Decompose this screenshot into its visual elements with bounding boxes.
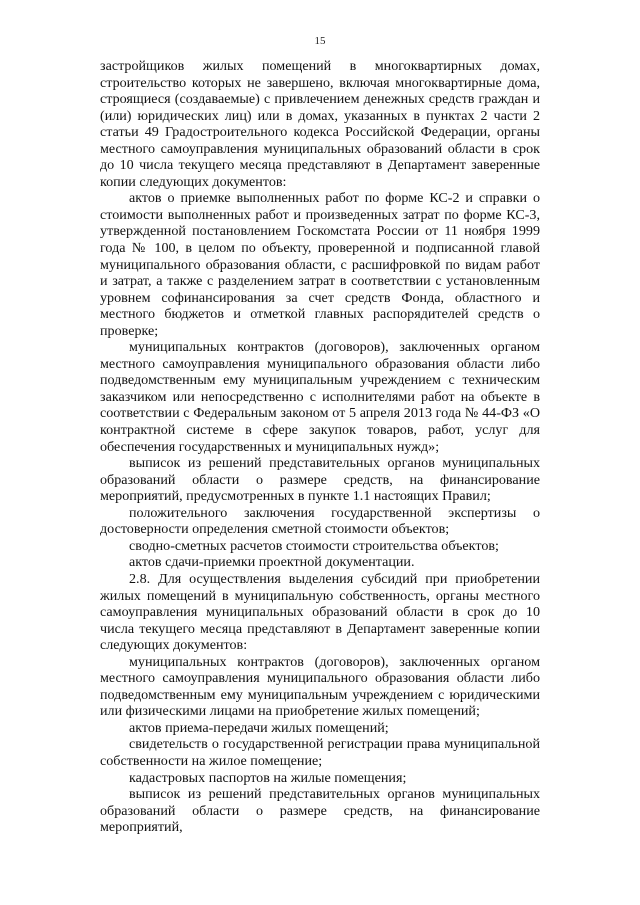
paragraph-estimate-calculations: сводно-сметных расчетов стоимости строительства объектов; bbox=[129, 537, 499, 554]
paragraph-continuation: застройщиков жилых помещений в многоквартирных домах, строительство которых не завершено, включая многоквартирные дома, строящиеся (создаваемые) с привлечением денежных средств граждан и (или) юридических лиц) или в домах, указанных в пунктах 2 части 2 статьи 49 Градостроительного кодекса Российской Федерации, органы местного самоуправления муниципальных образований области в срок до 10 числа текущего месяца представляют в Департамент заверенные копии следующих документов: bbox=[100, 58, 540, 190]
paragraph-municipal-contracts: муниципальных контрактов (договоров), заключенных органом местного самоуправления муниципального образования области либо подведомственным ему муниципальным учреждением с техническим заказчиком или непосредственно с исполнителями работ на объекте в соответствии с Федеральным законом от 5 апреля 2013 года № 44-ФЗ «О контрактной системе в сфере закупок товаров, работ, услуг для обеспечения государственных и муниципальных нужд»; bbox=[100, 339, 540, 455]
paragraph-expertise-conclusion: положительного заключения государственной экспертизы о достоверности определения сметной стоимости объектов; bbox=[100, 504, 540, 538]
paragraph-decision-extracts-2: выписок из решений представительных органов муниципальных образований области о размере средств, на финансирование мероприятий, bbox=[100, 786, 540, 836]
paragraph-purchase-contracts: муниципальных контрактов (договоров), заключенных органом местного самоуправления муниципального образования области либо подведомственным ему муниципальным учреждением с юридическими или физическими лицами на приобретение жилых помещений; bbox=[100, 653, 540, 720]
paragraph-transfer-acts: актов приема-передачи жилых помещений; bbox=[129, 719, 389, 736]
page-number: 15 bbox=[314, 35, 326, 47]
paragraph-ks-acts: актов о приемке выполненных работ по форме КС-2 и справки о стоимости выполненных работ и произведенных затрат по форме КС-3, утвержденной постановлением Госкомстата России от 11 ноября 1999 года № 100, в целом по объекту, проверенной и подписанной главой муниципального образования области, с расшифровкой по видам работ и затрат, а также с разделением затрат в соответствии с установленным уровнем софинансирования за счет средств Фонда, областного и местного бюджетов и отметкой главных распорядителей средств о проверке; bbox=[100, 190, 540, 339]
paragraph-registration-certificates: свидетельств о государственной регистрации права муниципальной собственности на жилое помещение; bbox=[100, 736, 540, 769]
paragraph-decision-extracts: выписок из решений представительных органов муниципальных образований области о размере средств, на финансирование мероприятий, предусмотренных в пункте 1.1 настоящих Правил; bbox=[100, 455, 540, 505]
paragraph-cadastral-passports: кадастровых паспортов на жилые помещения; bbox=[129, 769, 407, 786]
document-body bbox=[100, 58, 540, 836]
paragraph-section-2-8: 2.8. Для осуществления выделения субсидий при приобретении жилых помещений в муниципальную собственность, органы местного самоуправления муниципальных образований области в срок до 10 числа текущего месяца представляют в Департамент заверенные копии следующих документов: bbox=[100, 570, 540, 654]
paragraph-design-acceptance: актов сдачи-приемки проектной документации. bbox=[129, 554, 415, 571]
